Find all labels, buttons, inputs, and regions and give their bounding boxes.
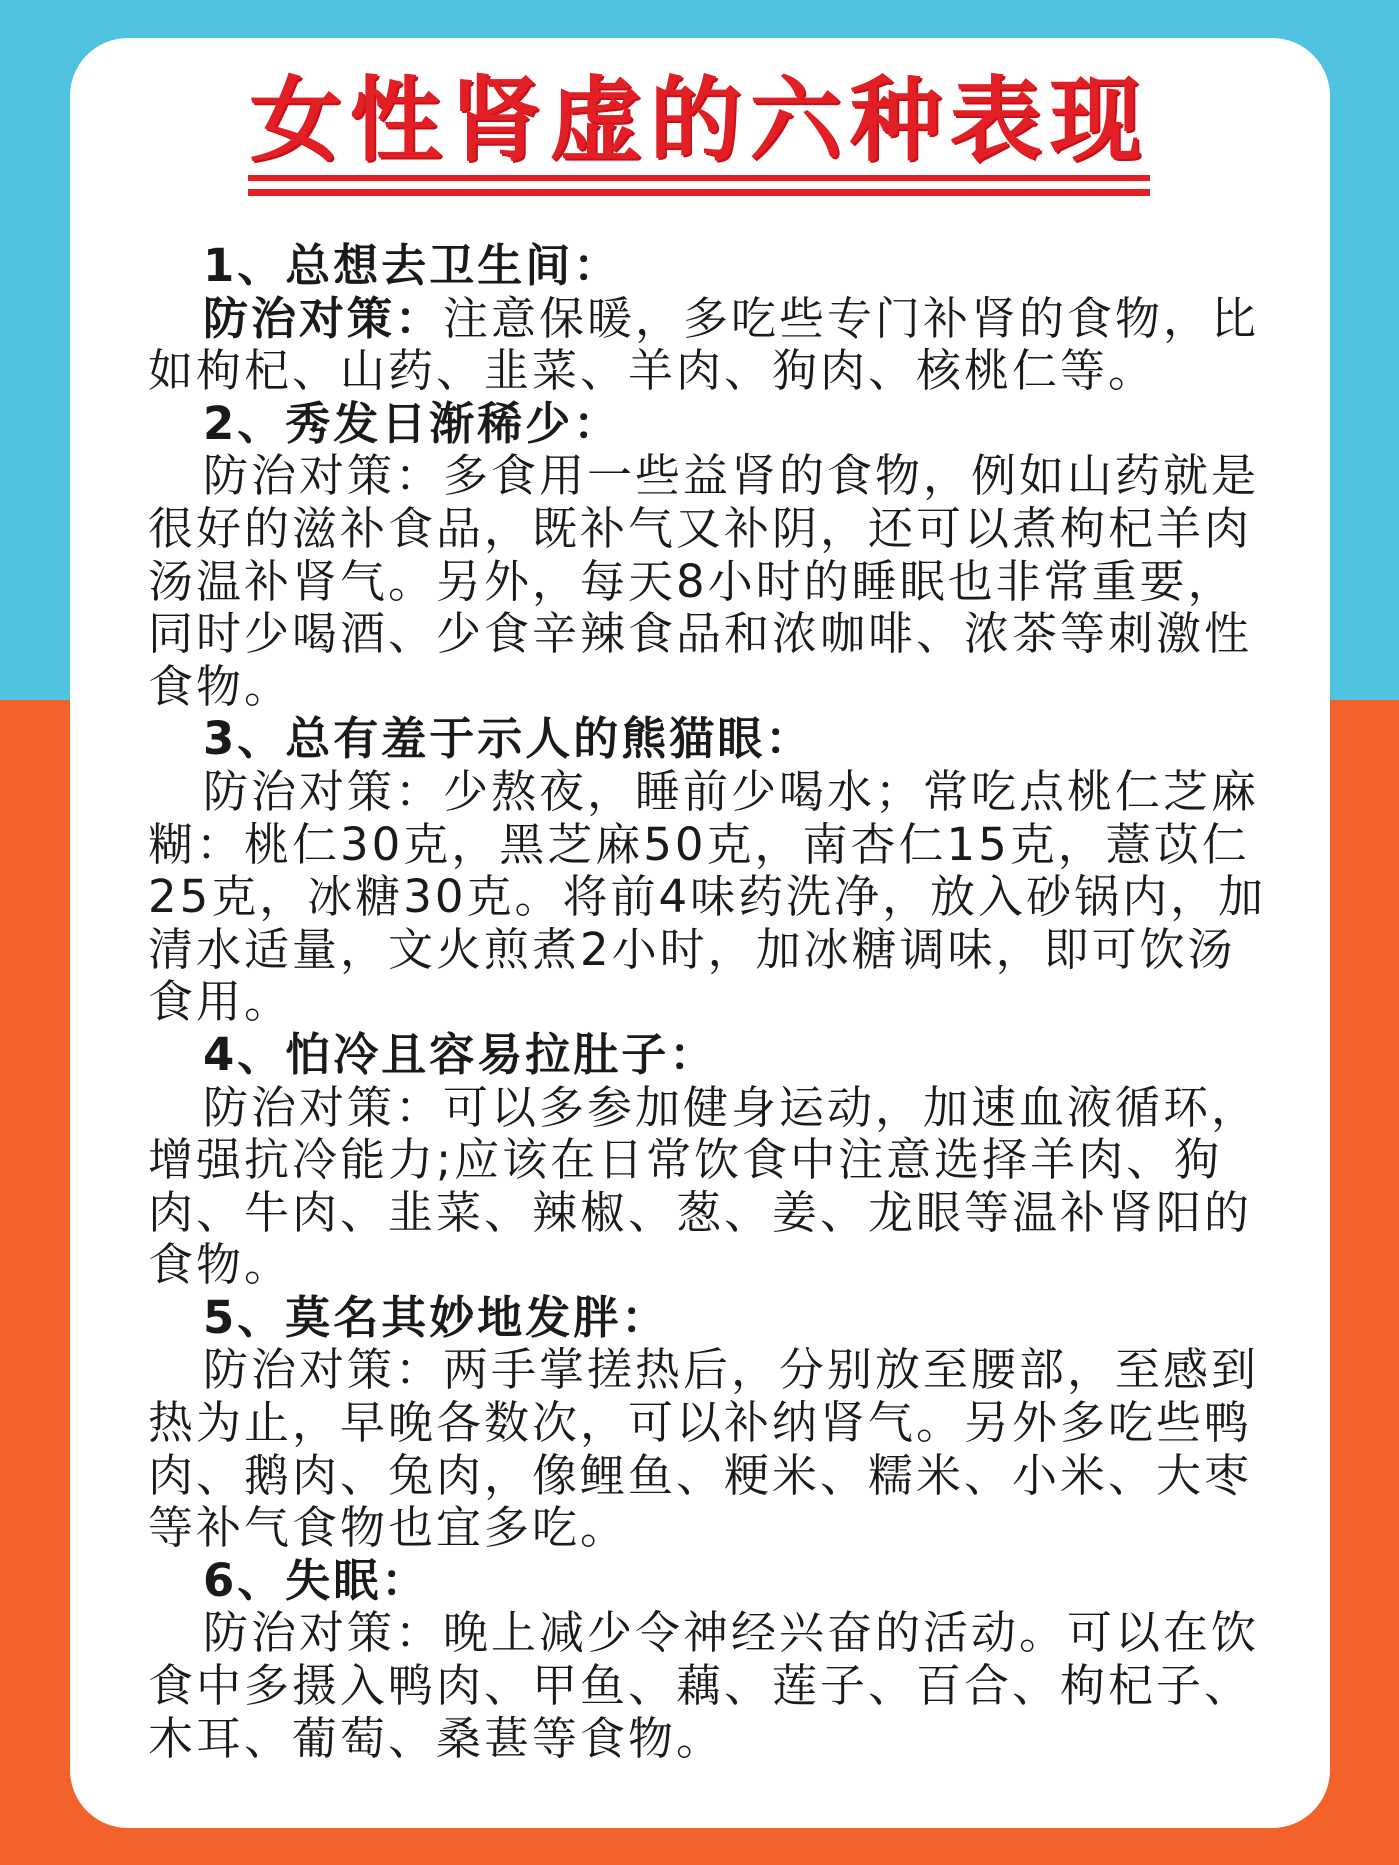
section-lead-2: 防治对策： [203, 449, 444, 503]
section-body-5 [148, 1344, 1268, 1554]
title-underline-top [248, 175, 1150, 181]
section-text-4: 可以多参加健身运动，加速血液循环，增强抗冷能力;应该在日常饮食中注意选择羊肉、狗肉、牛肉、韭菜、辣椒、葱、姜、龙眼等温补肾阳的食物。 [148, 1080, 1260, 1292]
section-heading-2: 2、秀发日渐稀少： [203, 396, 622, 450]
section-text-3: 少熬夜，睡前少喝水；常吃点桃仁芝麻糊：桃仁30克，黑芝麻50克，南杏仁15克，薏苡仁25克，冰糖30克。将前4味药洗净，放入砂锅内，加清水适量，文火煎煮2小时，加冰糖调味，即可饮汤食用。 [148, 764, 1267, 1029]
article-body [148, 240, 1268, 1765]
section-text-1: 注意保暖，多吃些专门补肾的食物，比如枸杞、山药、韭菜、羊肉、狗肉、核桃仁等。 [148, 291, 1260, 398]
section-heading-1: 1、总想去卫生间： [203, 239, 622, 292]
section-heading-4: 4、怕冷且容易拉肚子： [203, 1027, 718, 1081]
section-text-2: 多食用一些益肾的食物，例如山药就是很好的滋补食品，既补气又补阴，还可以煮枸杞羊肉汤温补肾气。另外，每天8小时的睡眠也非常重要，同时少喝酒、少食辛辣食品和浓咖啡、浓茶等刺激性食物。 [148, 449, 1260, 713]
section-body-1 [148, 293, 1268, 398]
section-lead-6: 防治对策： [203, 1606, 444, 1660]
section-text-6: 晚上减少令神经兴奋的活动。可以在饮食中多摄入鸭肉、甲鱼、藕、莲子、百合、枸杞子、木耳、葡萄、桑葚等食物。 [148, 1606, 1260, 1765]
section-lead-5: 防治对策： [203, 1343, 444, 1397]
section-heading-3: 3、总有羞于示人的熊猫眼： [203, 712, 814, 766]
section-heading-5: 5、莫名其妙地发胖： [203, 1290, 670, 1344]
section-body-6 [148, 1607, 1268, 1765]
section-lead-1: 防治对策： [203, 291, 444, 345]
section-heading-6: 6、失眠： [203, 1553, 430, 1607]
section-body-3 [148, 766, 1268, 1029]
section-body-2 [148, 450, 1268, 713]
section-text-5: 两手掌搓热后，分别放至腰部，至感到热为止，早晚各数次，可以补纳肾气。另外多吃些鸭肉、鹅肉、兔肉，像鲤鱼、粳米、糯米、小米、大枣等补气食物也宜多吃。 [148, 1343, 1260, 1555]
section-lead-4: 防治对策： [203, 1080, 444, 1134]
section-body-4 [148, 1082, 1268, 1292]
section-lead-3: 防治对策： [203, 764, 444, 818]
title-underline-bottom [248, 189, 1150, 196]
page-title: 女性肾虚的六种表现 [249, 67, 1150, 174]
